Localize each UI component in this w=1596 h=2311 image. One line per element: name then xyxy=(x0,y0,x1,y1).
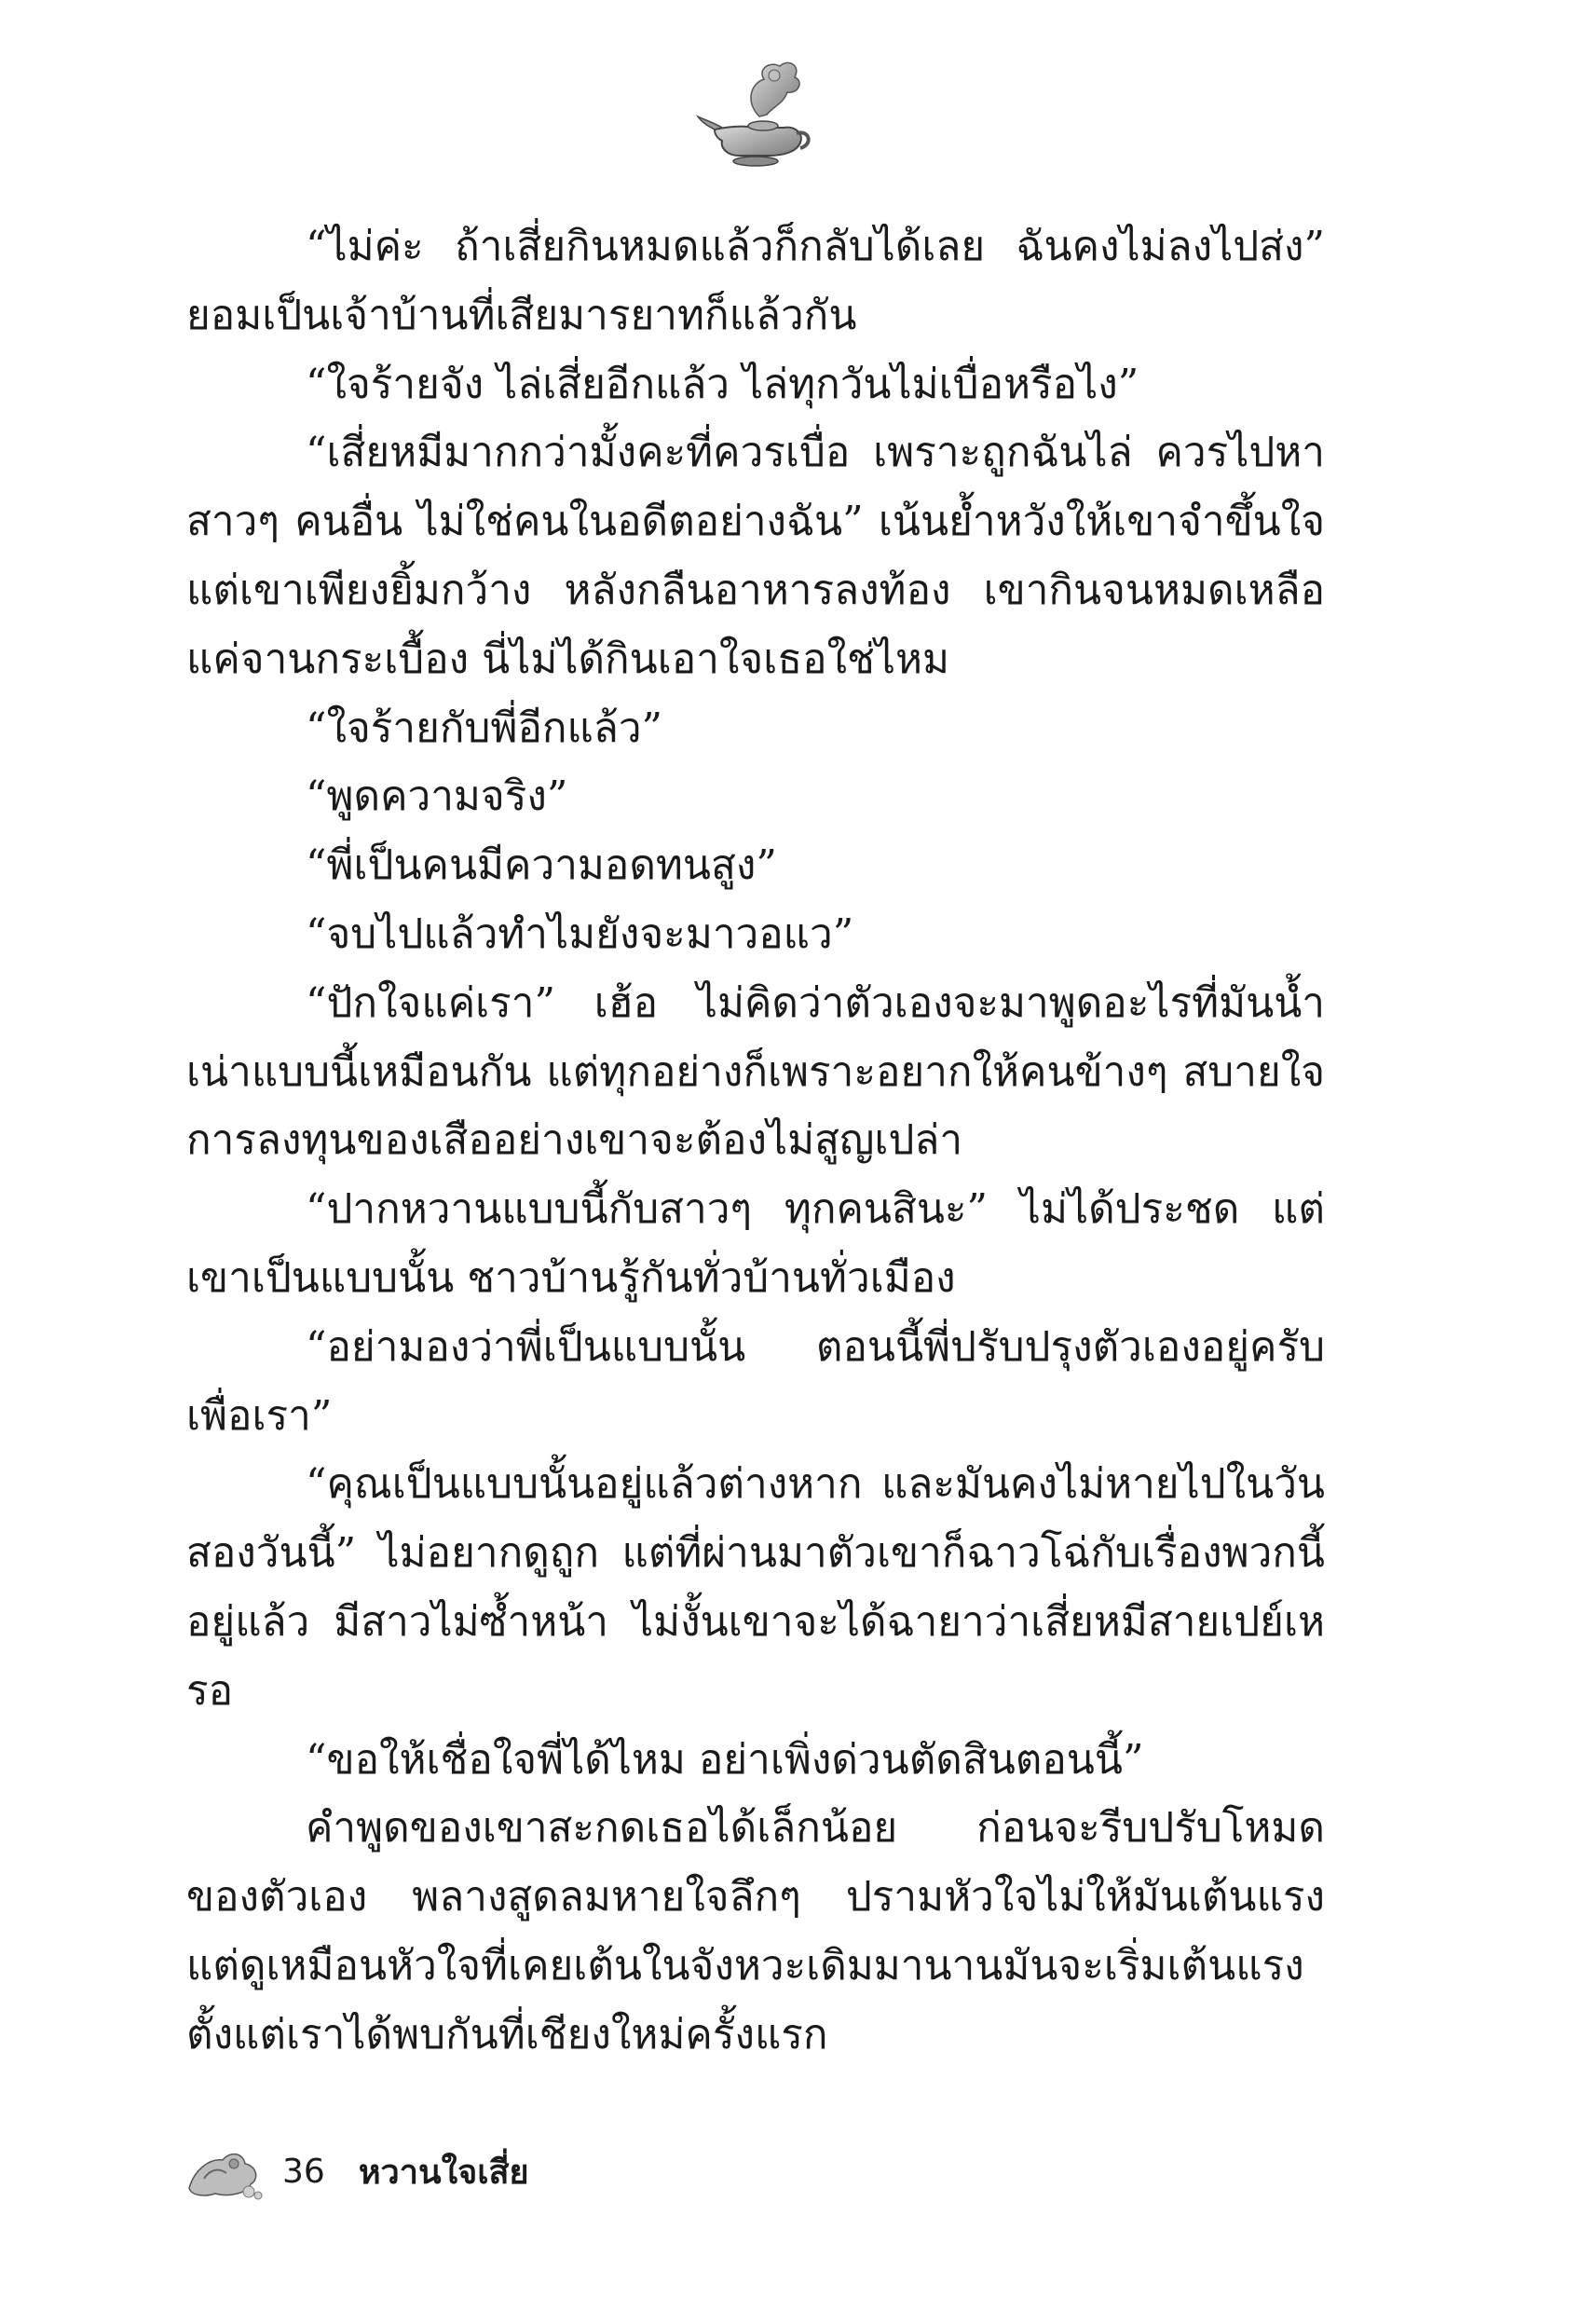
page-number: 36 xyxy=(282,2152,325,2191)
book-title: หวานใจเสี่ย xyxy=(358,2153,529,2192)
page-footer xyxy=(182,2139,741,2204)
paragraph: “ปักใจแค่เรา” เฮ้อ ไม่คิดว่าตัวเองจะมาพูดอะไรที่มันน้ำเน่าแบบนี้เหมือนกัน แต่ทุกอย่างก็เพราะอยากให้คนข้างๆ สบายใจ การลงทุนของเสืออย่างเขาจะต้องไม่สูญเปล่า xyxy=(186,978,1325,1165)
paragraph: “พูดความจริง” xyxy=(306,773,568,821)
body-text xyxy=(186,212,1325,2070)
genie-ornament-icon xyxy=(182,2141,266,2201)
paragraph: “ใจร้ายจัง ไล่เสี่ยอีกแล้ว ไล่ทุกวันไม่เบื่อหรือไง” xyxy=(306,360,1139,408)
paragraph: “พี่เป็นคนมีความอดทนสูง” xyxy=(306,841,777,890)
paragraph: “จบไปแล้วทำไมยังจะมาวอแว” xyxy=(306,909,854,958)
paragraph: “เสี่ยหมีมากกว่ามั้งคะที่ควรเบื่อ เพราะถูกฉันไล่ ควรไปหาสาวๆ คนอื่น ไม่ใช่คนในอดีตอย่างฉัน” เน้นย้ำหวังให้เขาจำขึ้นใจ แต่เขาเพียงยิ้มกว้าง หลังกลืนอาหารลงท้อง เขากินจนหมดเหลือแค่จานกระเบื้อง นี่ไม่ได้กินเอาใจเธอใช่ไหม xyxy=(186,429,1325,683)
paragraph: “อย่ามองว่าพี่เป็นแบบนั้น ตอนนี้พี่ปรับปรุงตัวเองอยู่ครับเพื่อเรา” xyxy=(186,1322,1325,1440)
paragraph: “ปากหวานแบบนี้กับสาวๆ ทุกคนสินะ” ไม่ได้ประชด แต่เขาเป็นแบบนั้น ชาวบ้านรู้กันทั่วบ้านทั่วเมือง xyxy=(186,1185,1325,1302)
paragraph: คำพูดของเขาสะกดเธอได้เล็กน้อย ก่อนจะรีบปรับโหมดของตัวเอง พลางสูดลมหายใจลึกๆ ปรามหัวใจไม่ให้มันเต้นแรง แต่ดูเหมือนหัวใจที่เคยเต้นในจังหวะเดิมมานานมันจะเริ่มเต้นแรง ตั้งแต่เราได้พบกันที่เชียงใหม่ครั้งแรก xyxy=(186,1804,1325,2058)
paragraph: “คุณเป็นแบบนั้นอยู่แล้วต่างหาก และมันคงไม่หายไปในวันสองวันนี้” ไม่อยากดูถูก แต่ที่ผ่านมาตัวเขาก็ฉาวโฉ่กับเรื่องพวกนี้อยู่แล้ว มีสาวไม่ซ้ำหน้า ไม่งั้นเขาจะได้ฉายาว่าเสี่ยหมีสายเปย์เหรอ xyxy=(186,1460,1325,1715)
paragraph: “ขอให้เชื่อใจพี่ได้ไหม อย่าเพิ่งด่วนตัดสินตอนนี้” xyxy=(306,1735,1144,1784)
genie-lamp-ornament-icon xyxy=(694,51,815,172)
paragraph: “ไม่ค่ะ ถ้าเสี่ยกินหมดแล้วก็กลับได้เลย ฉันคงไม่ลงไปส่ง” ยอมเป็นเจ้าบ้านที่เสียมารยาทก็แล้วกัน xyxy=(186,223,1325,339)
paragraph: “ใจร้ายกับพี่อีกแล้ว” xyxy=(306,704,663,752)
